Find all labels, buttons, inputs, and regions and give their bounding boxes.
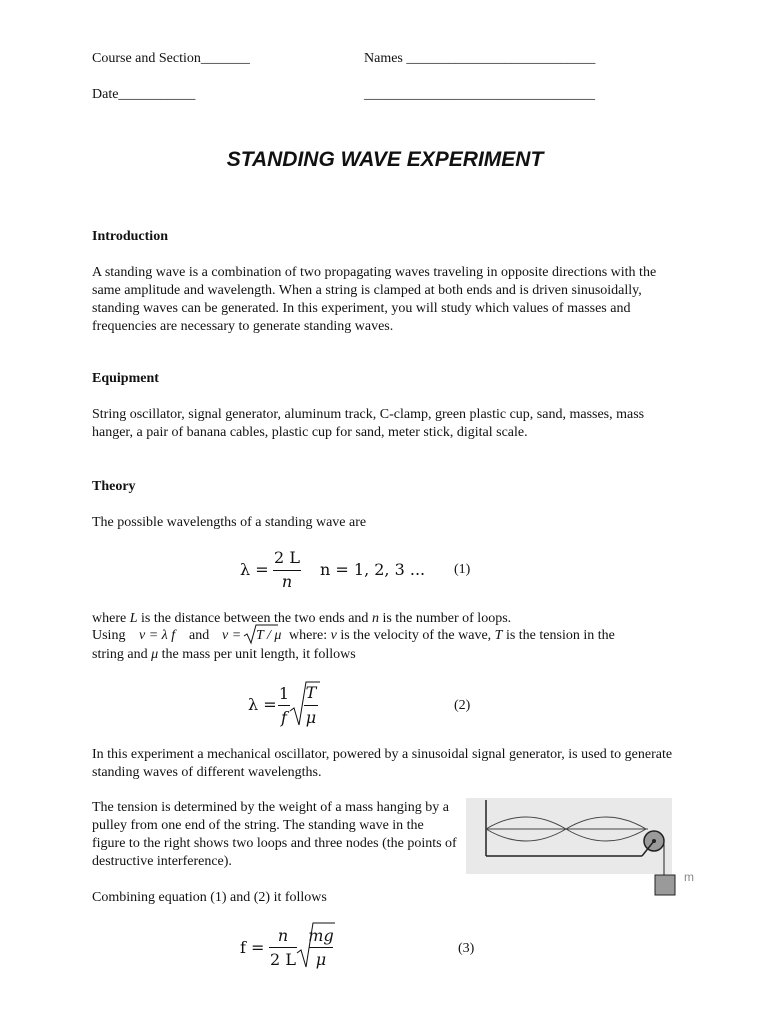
standing-wave-figure xyxy=(466,798,672,874)
names-field: Names ___________________________ xyxy=(364,51,596,66)
eq2-fraction-bar xyxy=(278,705,290,706)
eq2-denominator: f xyxy=(281,708,287,727)
eq3-lhs: f = xyxy=(240,938,265,957)
theory-intro: The possible wavelengths of a standing wave are xyxy=(92,515,367,530)
equipment-heading: Equipment xyxy=(92,371,159,386)
mass-label: m xyxy=(684,870,694,884)
velocity-eq-2-lhs: v = xyxy=(222,628,242,643)
equipment-body: String oscillator, signal generator, aluminum track, C-clamp, green plastic cup, sand, masses, mass hanger, a pair of banana cables, plastic cup for sand, meter stick, digital scale. xyxy=(92,407,645,440)
eq3-number: (3) xyxy=(458,941,475,956)
eq1-numerator: 2 L xyxy=(274,548,300,567)
eq2-number: (2) xyxy=(454,698,471,713)
date-field: Date___________ xyxy=(92,87,196,102)
eq3-denominator: 2 L xyxy=(270,950,296,969)
eq1-lhs: λ = xyxy=(240,560,269,579)
and-label: and xyxy=(189,628,210,643)
eq2-radical-bar xyxy=(304,705,318,706)
standing-wave-diagram xyxy=(466,798,706,898)
names-field-line2: _________________________________ xyxy=(364,87,595,102)
eq3-radical-bar xyxy=(309,947,333,948)
eq2-lhs: λ = xyxy=(248,695,277,714)
eq3-fraction-bar xyxy=(269,947,297,948)
introduction-heading: Introduction xyxy=(92,229,168,244)
page-title: STANDING WAVE EXPERIMENT xyxy=(226,148,544,171)
eq1-fraction-bar xyxy=(273,570,301,571)
theory-heading: Theory xyxy=(92,479,136,494)
eq1-denominator: n xyxy=(281,572,293,591)
course-section-field: Course and Section_______ xyxy=(92,51,250,66)
using-explanation: where: v is the velocity of the wave, T is the tension in the xyxy=(289,628,615,643)
eq3-radical-denominator: μ xyxy=(315,950,327,969)
eq2-radical-denominator: μ xyxy=(305,708,317,727)
eq1-condition: n = 1, 2, 3 ... xyxy=(320,560,426,579)
combining-sentence: Combining equation (1) and (2) it follows xyxy=(92,890,327,905)
velocity-eq-2-radicand: T / μ xyxy=(256,628,282,643)
using-label: Using xyxy=(92,628,126,643)
eq3-radical-numerator: mg xyxy=(308,926,334,945)
eq3-numerator: n xyxy=(277,926,289,945)
using-explanation-line2: string and μ the mass per unit length, it follows xyxy=(92,647,356,662)
eq2-radical-numerator: T xyxy=(305,683,317,702)
eq1-number: (1) xyxy=(454,562,471,577)
velocity-eq-1: v = λ f xyxy=(139,628,176,643)
oscillator-paragraph: In this experiment a mechanical oscillator, powered by a sinusoidal signal generator, is used to generate standing waves of different wavelengths. xyxy=(92,747,673,780)
introduction-body: A standing wave is a combination of two propagating waves traveling in opposite directions with the same amplitude and wavelength. When a string is clamped at both ends and is driven sinusoidally, standing waves can be generated. In this experiment, you will study which values of masses and frequencies are necessary to generate standing waves. xyxy=(92,265,657,334)
tension-paragraph: The tension is determined by the weight of a mass hanging by a pulley from one end of the string. The standing wave in the figure to the right shows two loops and three nodes (the points of destructive interference). xyxy=(92,800,457,869)
where-sentence: where L is the distance between the two ends and n is the number of loops. xyxy=(92,611,512,626)
eq2-numerator: 1 xyxy=(278,684,290,703)
